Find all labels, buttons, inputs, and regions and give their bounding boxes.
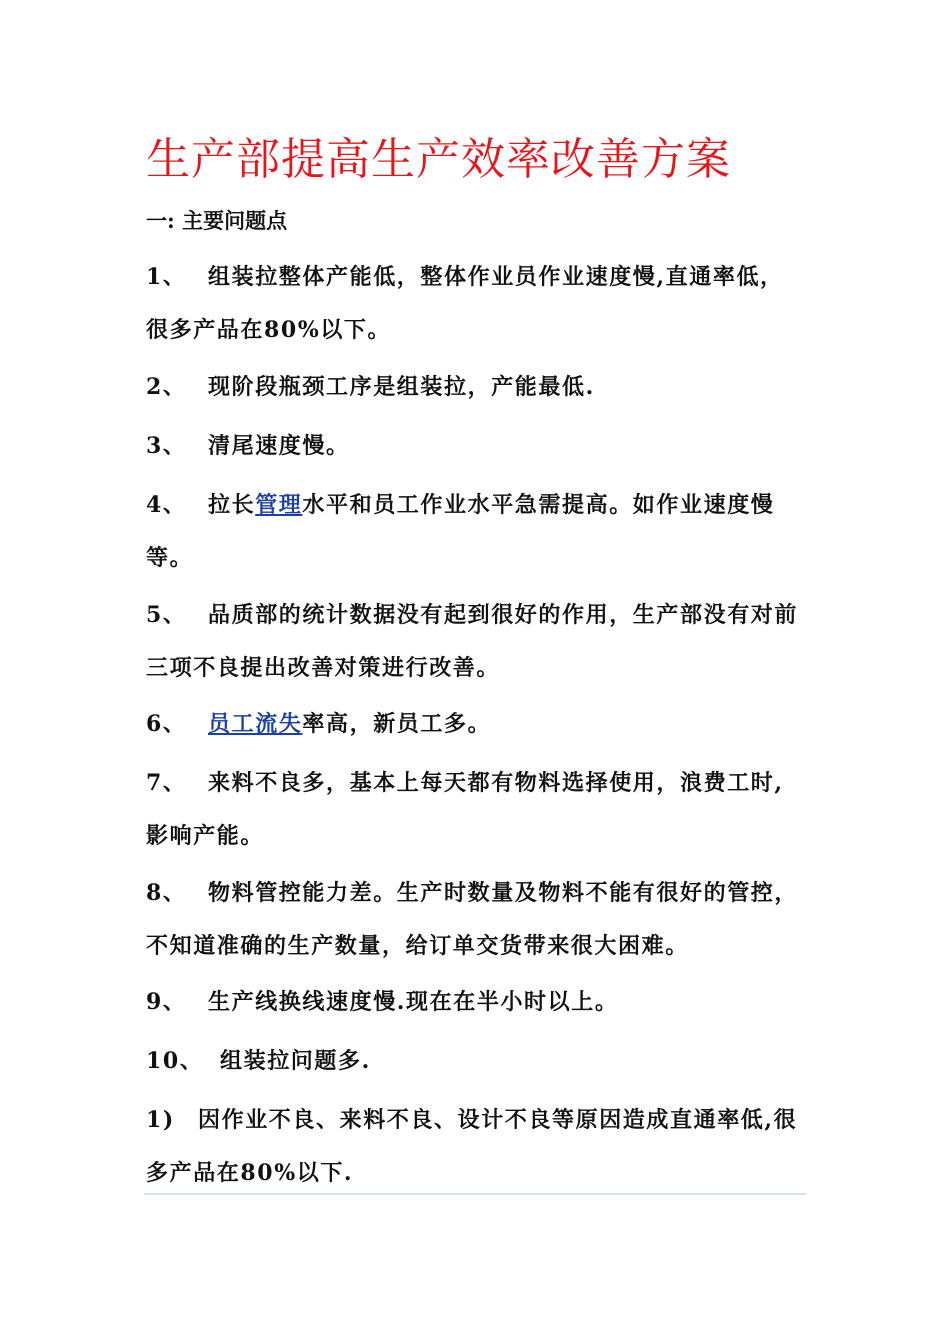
item-number: 10、 xyxy=(146,1048,204,1074)
item-text: 组装拉问题多. xyxy=(220,1048,371,1074)
item-number: 3、 xyxy=(146,433,187,459)
item-text: 率高，新员工多。 xyxy=(302,711,492,737)
page-title: 生产部提高生产效率改善方案 xyxy=(146,134,731,185)
list-item xyxy=(146,867,806,973)
management-link[interactable]: 管理 xyxy=(255,492,303,518)
list-item xyxy=(146,698,806,751)
item-text: 物料管控能力差。生产时数量及物料不能有很好的管控，不知道准确的生产数量，给订单交货带来很大困难。 xyxy=(146,880,799,959)
list-item xyxy=(146,1094,806,1200)
item-text: 现阶段瓶颈工序是组装拉，产能最低. xyxy=(208,374,595,400)
list-item xyxy=(146,589,806,695)
item-number: 7、 xyxy=(146,770,187,796)
item-number: 2、 xyxy=(146,374,187,400)
list-item xyxy=(146,251,806,357)
employee-turnover-link[interactable]: 员工流失 xyxy=(208,711,303,737)
item-text: 因作业不良、来料不良、设计不良等原因造成直通率低,很多产品在80%以下. xyxy=(146,1107,798,1186)
list-item xyxy=(146,420,806,473)
section-heading: 一: 主要问题点 xyxy=(146,208,288,233)
item-text: 组装拉整体产能低，整体作业员作业速度慢,直通率低，很多产品在80%以下。 xyxy=(146,264,784,343)
item-text: 水平和员工作业水平急需提高。如作业速度慢等。 xyxy=(146,492,775,571)
item-number: 5、 xyxy=(146,602,187,628)
item-text: 品质部的统计数据没有起到很好的作用，生产部没有对前三项不良提出改善对策进行改善。 xyxy=(146,602,799,681)
item-number: 1) xyxy=(146,1107,175,1133)
item-text: 清尾速度慢。 xyxy=(208,433,350,459)
footer-divider xyxy=(144,1193,806,1195)
item-number: 4、 xyxy=(146,492,187,518)
list-item xyxy=(146,1035,806,1088)
list-item xyxy=(146,757,806,863)
list-item xyxy=(146,479,806,585)
list-item xyxy=(146,361,806,414)
item-text: 拉长 xyxy=(208,492,256,518)
item-number: 8、 xyxy=(146,880,187,906)
item-text: 来料不良多，基本上每天都有物料选择使用，浪费工时,影响产能。 xyxy=(146,770,784,849)
item-number: 9、 xyxy=(146,989,187,1015)
list-item xyxy=(146,976,806,1029)
item-text: 生产线换线速度慢.现在在半小时以上。 xyxy=(208,989,619,1015)
item-number: 6、 xyxy=(146,711,187,737)
item-number: 1、 xyxy=(146,264,187,290)
